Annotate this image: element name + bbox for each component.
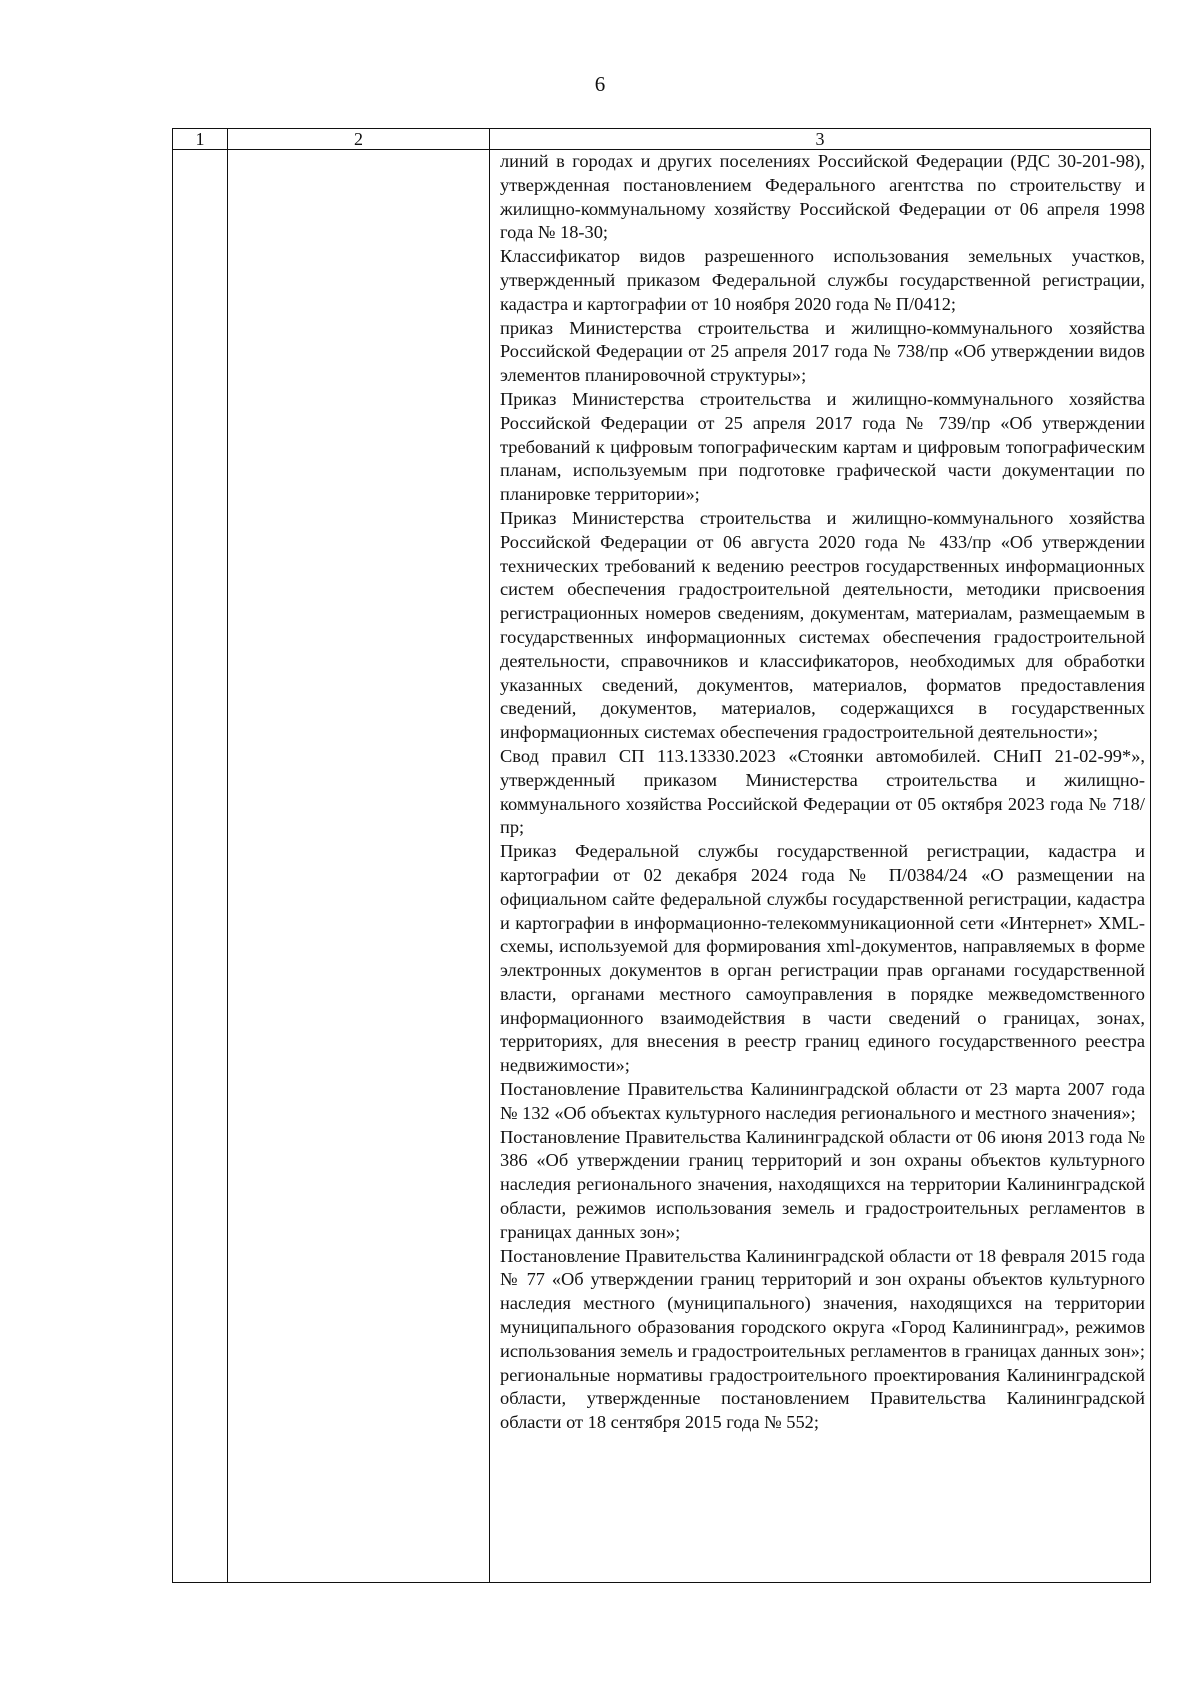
column-header-3: 3 [490, 129, 1151, 150]
regulation-paragraph: линий в городах и других поселениях Российской Федерации (РДС 30-201-98), утвержденная постановлением Федерального агентства по строительству и жилищно-коммунальному хозяйству Российской Федерации от 06 апреля 1998 года № 18-30; [500, 151, 1145, 243]
cell-col3 [490, 150, 1151, 1583]
regulation-paragraph: Постановление Правительства Калининградской области от 23 марта 2007 года № 132 «Об объектах культурного наследия регионального и местного значения»; [500, 1079, 1145, 1123]
column-header-1: 1 [173, 129, 228, 150]
regulations-table [172, 128, 1151, 1583]
cell-col2 [228, 150, 490, 1583]
regulation-paragraph: Постановление Правительства Калининградской области от 06 июня 2013 года № 386 «Об утверждении границ территорий и зон охраны объектов культурного наследия регионального значения, находящихся на территории Калининградской области, режимов использования земель и градостроительных регламентов в границах данных зон»; [500, 1126, 1145, 1242]
column-header-2: 2 [228, 129, 490, 150]
regulation-paragraph: Приказ Федеральной службы государственной регистрации, кадастра и картографии от 02 декабря 2024 года № П/0384/24 «О размещении на официальном сайте федеральной службы государственной регистрации, кадастра и картографии в информационно-телекоммуникационной сети «Интернет» XML-схемы, используемой для формирования xml-документов, направляемых в форме электронных документов в орган регистрации прав органами государственной власти, органами местного самоуправления в порядке межведомственного информационного взаимодействия в части сведений о границах, зонах, территориях, для внесения в реестр границ единого государственного реестра недвижимости»; [500, 841, 1145, 1076]
regulation-paragraph: Постановление Правительства Калининградской области от 18 февраля 2015 года № 77 «Об утверждении границ территорий и зон охраны объектов культурного наследия местного (муниципального) значения, находящихся на территории муниципального образования городского округа «Город Калининград», режимов использования земель и градостроительных регламентов в границах данных зон»; [500, 1245, 1145, 1361]
regulation-paragraph: региональные нормативы градостроительного проектирования Калининградской области, утвержденные постановлением Правительства Калининградской области от 18 сентября 2015 года № 552; [500, 1364, 1145, 1433]
table-header-row [173, 129, 1151, 150]
regulation-paragraph: Приказ Министерства строительства и жилищно-коммунального хозяйства Российской Федерации от 25 апреля 2017 года № 739/пр «Об утверждении требований к цифровым топографическим картам и цифровым топографическим планам, используемым при подготовке графической части документации по планировке территории»; [500, 388, 1145, 505]
page-number: 6 [594, 72, 606, 96]
regulation-paragraph: Приказ Министерства строительства и жилищно-коммунального хозяйства Российской Федерации от 06 августа 2020 года № 433/пр «Об утверждении технических требований к ведению реестров государственных информационных систем обеспечения градостроительной деятельности, методики присвоения регистрационных номеров сведениям, документам, материалам, размещаемым в государственных информационных системах обеспечения градостроительной деятельности, справочников и классификаторов, необходимых для обработки указанных сведений, документов, материалов, форматов предоставления сведений, документов, материалов, содержащихся в государственных информационных системах обеспечения градостроительной деятельности»; [500, 507, 1145, 743]
cell-col1 [173, 150, 228, 1583]
regulation-paragraph: приказ Министерства строительства и жилищно-коммунального хозяйства Российской Федерации от 25 апреля 2017 года № 738/пр «Об утверждении видов элементов планировочной структуры»; [500, 317, 1145, 386]
table-row [173, 150, 1151, 1583]
regulation-paragraph: Классификатор видов разрешенного использования земельных участков, утвержденный приказом Федеральной службы государственной регистрации, кадастра и картографии от 10 ноября 2020 года № П/0412; [500, 246, 1145, 314]
regulation-paragraph: Свод правил СП 113.13330.2023 «Стоянки автомобилей. СНиП 21-02-99*», утвержденный приказом Министерства строительства и жилищно-коммунального хозяйства Российской Федерации от 05 октября 2023 года № 718/пр; [500, 745, 1145, 838]
